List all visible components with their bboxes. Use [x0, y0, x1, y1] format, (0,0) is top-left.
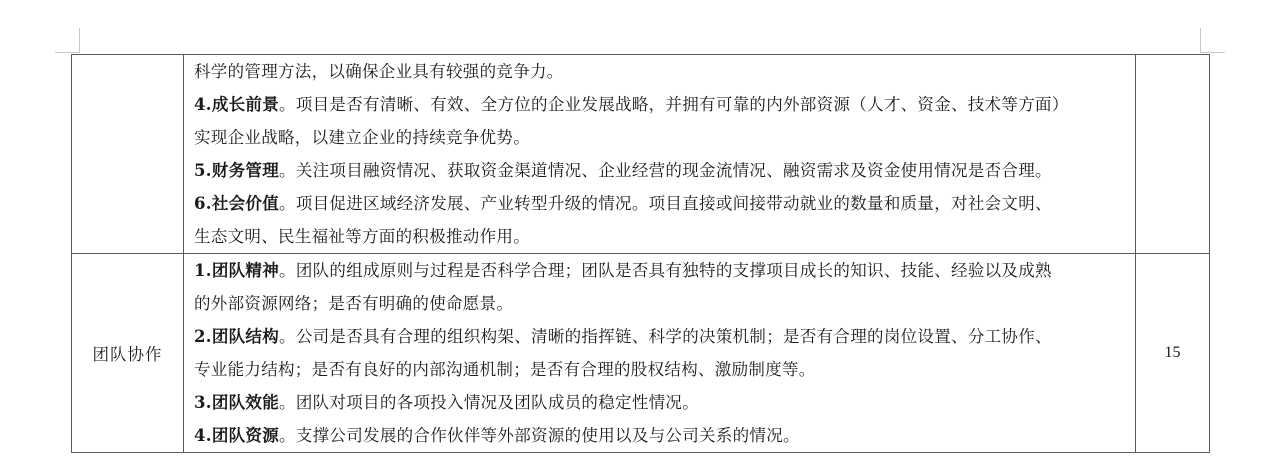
- criteria-text: 。支撑公司发展的合作伙伴等外部资源的使用以及与公司关系的情况。: [279, 426, 800, 445]
- criteria-heading: 2.团队结构: [194, 327, 280, 346]
- criteria-heading: 1.团队精神: [194, 261, 280, 280]
- criteria-heading: 4.成长前景: [194, 95, 280, 114]
- criteria-cell: [184, 254, 1136, 453]
- criteria-text: 实现企业战略，以建立企业的持续竞争优势。: [194, 128, 530, 147]
- criteria-text: 专业能力结构；是否有良好的内部沟通机制；是否有合理的股权结构、激励制度等。: [194, 360, 816, 379]
- criteria-line: [194, 386, 1129, 419]
- criteria-line: [194, 187, 1129, 220]
- criteria-text: 。项目是否有清晰、有效、全方位的企业发展战略，并拥有可靠的内外部资源（人才、资金、技术等方面）: [279, 95, 1069, 114]
- criteria-cell: [184, 55, 1136, 254]
- table-row: [72, 254, 1210, 453]
- criteria-text: 生态文明、民生福祉等方面的积极推动作用。: [194, 227, 530, 246]
- criteria-line: [194, 287, 1129, 320]
- criteria-heading: 5.财务管理: [194, 161, 280, 180]
- crop-mark-left-h: [55, 52, 80, 53]
- criteria-heading: 6.社会价值: [194, 194, 280, 213]
- category-cell: [72, 55, 184, 254]
- criteria-heading: 4.团队资源: [194, 426, 280, 445]
- criteria-line: [194, 154, 1129, 187]
- criteria-text: 。项目促进区域经济发展、产业转型升级的情况。项目直接或间接带动就业的数量和质量，对社会文明、: [279, 194, 1052, 213]
- criteria-text: 。关注项目融资情况、获取资金渠道情况、企业经营的现金流情况、融资需求及资金使用情况是否合理。: [279, 161, 1052, 180]
- criteria-heading: 3.团队效能: [194, 393, 280, 412]
- criteria-line: [194, 121, 1129, 154]
- criteria-line: [194, 320, 1129, 353]
- criteria-line: [194, 88, 1129, 121]
- criteria-text: 科学的管理方法，以确保企业具有较强的竞争力。: [194, 62, 564, 81]
- scoring-table: [71, 54, 1210, 453]
- score-cell: [1136, 55, 1210, 254]
- table-row: [72, 55, 1210, 254]
- crop-mark-right: [1200, 28, 1201, 52]
- criteria-text: 。公司是否具有合理的组织构架、清晰的指挥链、科学的决策机制；是否有合理的岗位设置、分工协作、: [279, 327, 1052, 346]
- criteria-line: [194, 254, 1129, 287]
- crop-mark-right-h: [1200, 52, 1225, 53]
- crop-mark-left: [79, 28, 80, 52]
- criteria-line: [194, 419, 1129, 452]
- criteria-line: [194, 55, 1129, 88]
- criteria-text: 。团队对项目的各项投入情况及团队成员的稳定性情况。: [279, 393, 700, 412]
- criteria-text: 。团队的组成原则与过程是否科学合理；团队是否具有独特的支撑项目成长的知识、技能、经验以及成熟: [279, 261, 1052, 280]
- criteria-text: 的外部资源网络；是否有明确的使命愿景。: [194, 294, 514, 313]
- criteria-line: [194, 353, 1129, 386]
- criteria-line: [194, 220, 1129, 253]
- score-cell: 15: [1136, 254, 1210, 453]
- category-cell: 团队协作: [72, 254, 184, 453]
